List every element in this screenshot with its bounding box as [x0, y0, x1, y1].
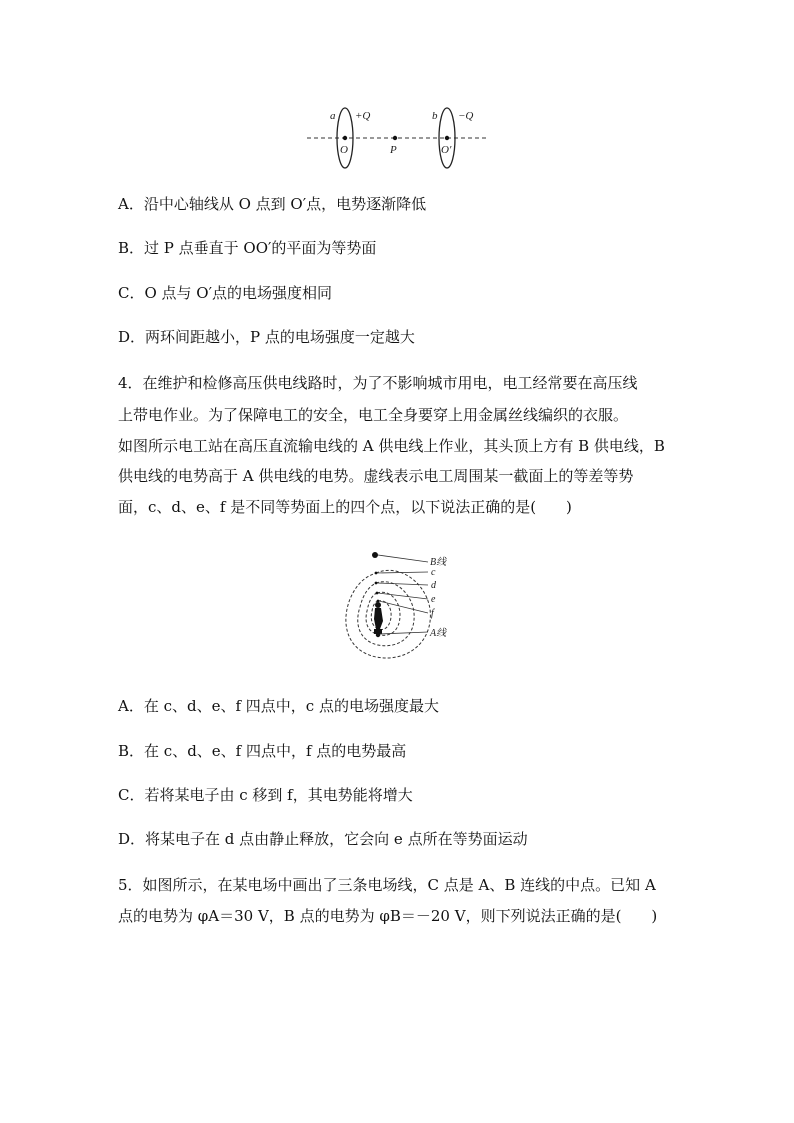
point-e — [376, 592, 379, 595]
point-c — [375, 572, 378, 575]
label-b-line: B线 — [430, 557, 447, 568]
equipotential-figure — [330, 545, 470, 670]
label-a-line: A线 — [430, 628, 447, 639]
label-a: a — [330, 110, 336, 122]
label-b: b — [432, 110, 438, 122]
b-line-dot — [372, 552, 378, 558]
a-line-dot — [376, 633, 380, 637]
label-d: d — [431, 580, 436, 591]
q5-stem-line-1: 5．如图所示，在某电场中画出了三条电场线，C 点是 A、B 连线的中点。已知 A — [118, 876, 656, 894]
q4-stem-line-2: 上带电作业。为了保障电工的安全，电工全身要穿上用金属丝线编织的衣服。 — [118, 406, 629, 424]
q4-stem-line-4: 供电线的电势高于 A 供电线的电势。虚线表示电工周围某一截面上的等差等势 — [118, 467, 634, 485]
q4-option-b[interactable]: B．在 c、d、e、f 四点中，f 点的电势最高 — [118, 742, 407, 760]
label-f: f — [431, 608, 434, 619]
q4-option-d[interactable]: D．将某电子在 d 点由静止释放，它会向 e 点所在等势面运动 — [118, 830, 528, 848]
q3-option-a[interactable]: A．沿中心轴线从 O 点到 O′点，电势逐渐降低 — [118, 195, 427, 213]
point-O — [343, 136, 347, 140]
point-O2 — [445, 136, 449, 140]
equipotential-d — [358, 582, 414, 646]
label-O2: O′ — [441, 144, 452, 156]
q3-option-b[interactable]: B．过 P 点垂直于 OO′的平面为等势面 — [118, 239, 377, 257]
q4-option-a[interactable]: A．在 c、d、e、f 四点中，c 点的电场强度最大 — [118, 697, 439, 715]
label-P: P — [390, 144, 397, 156]
q3-option-d[interactable]: D．两环间距越小，P 点的电场强度一定越大 — [118, 328, 415, 346]
label-e: e — [431, 594, 436, 605]
label-O: O — [340, 144, 348, 156]
q3-option-c[interactable]: C．O 点与 O′点的电场强度相同 — [118, 284, 333, 302]
q5-stem-line-2: 点的电势为 φA＝30 V，B 点的电势为 φB＝－20 V，则下列说法正确的是( ) — [118, 907, 658, 925]
point-f — [377, 600, 380, 603]
q4-stem-line-1: 4．在维护和检修高压供电线路时，为了不影响城市用电，电工经常要在高压线 — [118, 374, 638, 392]
label-c: c — [431, 567, 436, 578]
point-d — [375, 582, 378, 585]
q4-option-c[interactable]: C．若将某电子由 c 移到 f，其电势能将增大 — [118, 786, 413, 804]
q4-stem-line-3: 如图所示电工站在高压直流输电线的 A 供电线上作业，其头顶上方有 B 供电线，B — [118, 437, 665, 455]
point-P — [393, 136, 397, 140]
label-plus-q: +Q — [355, 110, 371, 122]
electrician-figure — [374, 602, 383, 634]
q4-stem-line-5: 面，c、d、e、f 是不同等势面上的四个点，以下说法正确的是( ) — [118, 498, 572, 516]
rings-figure — [305, 100, 495, 170]
label-minus-q: −Q — [458, 110, 474, 122]
